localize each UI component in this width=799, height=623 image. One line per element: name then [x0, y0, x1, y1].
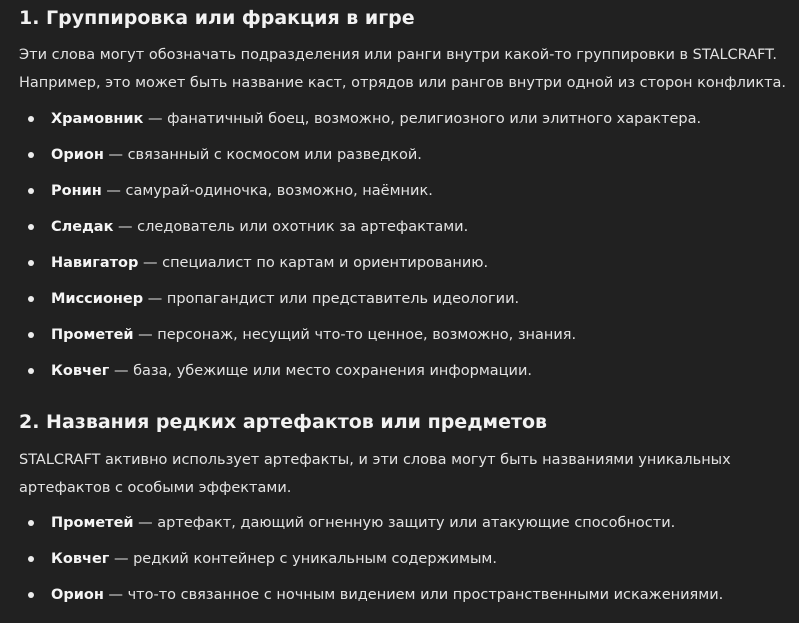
list-item — [19, 357, 701, 393]
bullet-icon — [28, 520, 34, 526]
section-2-intro — [19, 446, 731, 502]
list-item-term: Прометей — [51, 327, 134, 343]
section-1-intro-line-1: Эти слова могут обозначать подразделения или ранги внутри какой-то группировки в STALCRAFT. — [19, 47, 777, 63]
list-item — [19, 321, 701, 357]
list-item-term: Ронин — [51, 183, 102, 199]
section-1-list — [19, 105, 701, 393]
list-item — [19, 249, 701, 285]
list-item — [19, 141, 701, 177]
list-item-desc: — самурай-одиночка, возможно, наёмник. — [101, 183, 433, 199]
list-item — [19, 105, 701, 141]
list-item — [19, 509, 723, 545]
section-1-intro-line-2: Например, это может быть название каст, отрядов или рангов внутри одной из сторон конфликта. — [19, 75, 787, 91]
list-item-term: Ковчег — [51, 363, 110, 379]
bullet-icon — [28, 556, 34, 562]
section-1-heading: 1. Группировка или фракция в игре — [19, 7, 415, 29]
list-item-term: Орион — [51, 587, 104, 603]
list-item-desc: — персонаж, несущий что-то ценное, возможно, знания. — [133, 327, 577, 343]
section-1-intro — [19, 41, 786, 97]
section-2-heading: 2. Названия редких артефактов или предметов — [19, 411, 548, 433]
list-item-desc: — редкий контейнер с уникальным содержимым. — [109, 551, 497, 567]
list-item-desc: — следователь или охотник за артефактами. — [113, 219, 469, 235]
list-item-term: Следак — [51, 219, 114, 235]
list-item-term: Миссионер — [51, 291, 144, 307]
list-item-desc: — артефакт, дающий огненную защиту или атакующие способности. — [133, 515, 676, 531]
list-item-term: Храмовник — [51, 111, 144, 127]
list-item — [19, 581, 723, 617]
list-item-term: Ковчег — [51, 551, 110, 567]
list-item — [19, 177, 701, 213]
list-item-desc: — пропагандист или представитель идеологии. — [143, 291, 520, 307]
section-2-intro-line-2: артефактов с особыми эффектами. — [19, 480, 292, 496]
list-item-term: Орион — [51, 147, 104, 163]
section-2-list — [19, 509, 723, 617]
list-item-desc: — что-то связанное с ночным видением или пространственными искажениями. — [103, 587, 724, 603]
bullet-icon — [28, 116, 34, 122]
bullet-icon — [28, 188, 34, 194]
list-item-desc: — база, убежище или место сохранения информации. — [109, 363, 532, 379]
list-item-desc: — фанатичный боец, возможно, религиозного или элитного характера. — [143, 111, 702, 127]
list-item — [19, 285, 701, 321]
bullet-icon — [28, 260, 34, 266]
list-item-desc: — специалист по картам и ориентированию. — [138, 255, 489, 271]
bullet-icon — [28, 592, 34, 598]
bullet-icon — [28, 332, 34, 338]
bullet-icon — [28, 224, 34, 230]
bullet-icon — [28, 296, 34, 302]
list-item-term: Прометей — [51, 515, 134, 531]
list-item — [19, 545, 723, 581]
section-2-intro-line-1: STALCRAFT активно использует артефакты, и эти слова могут быть названиями уникальных — [19, 452, 731, 468]
bullet-icon — [28, 368, 34, 374]
list-item — [19, 213, 701, 249]
list-item-desc: — связанный с космосом или разведкой. — [103, 147, 422, 163]
list-item-term: Навигатор — [51, 255, 139, 271]
bullet-icon — [28, 152, 34, 158]
